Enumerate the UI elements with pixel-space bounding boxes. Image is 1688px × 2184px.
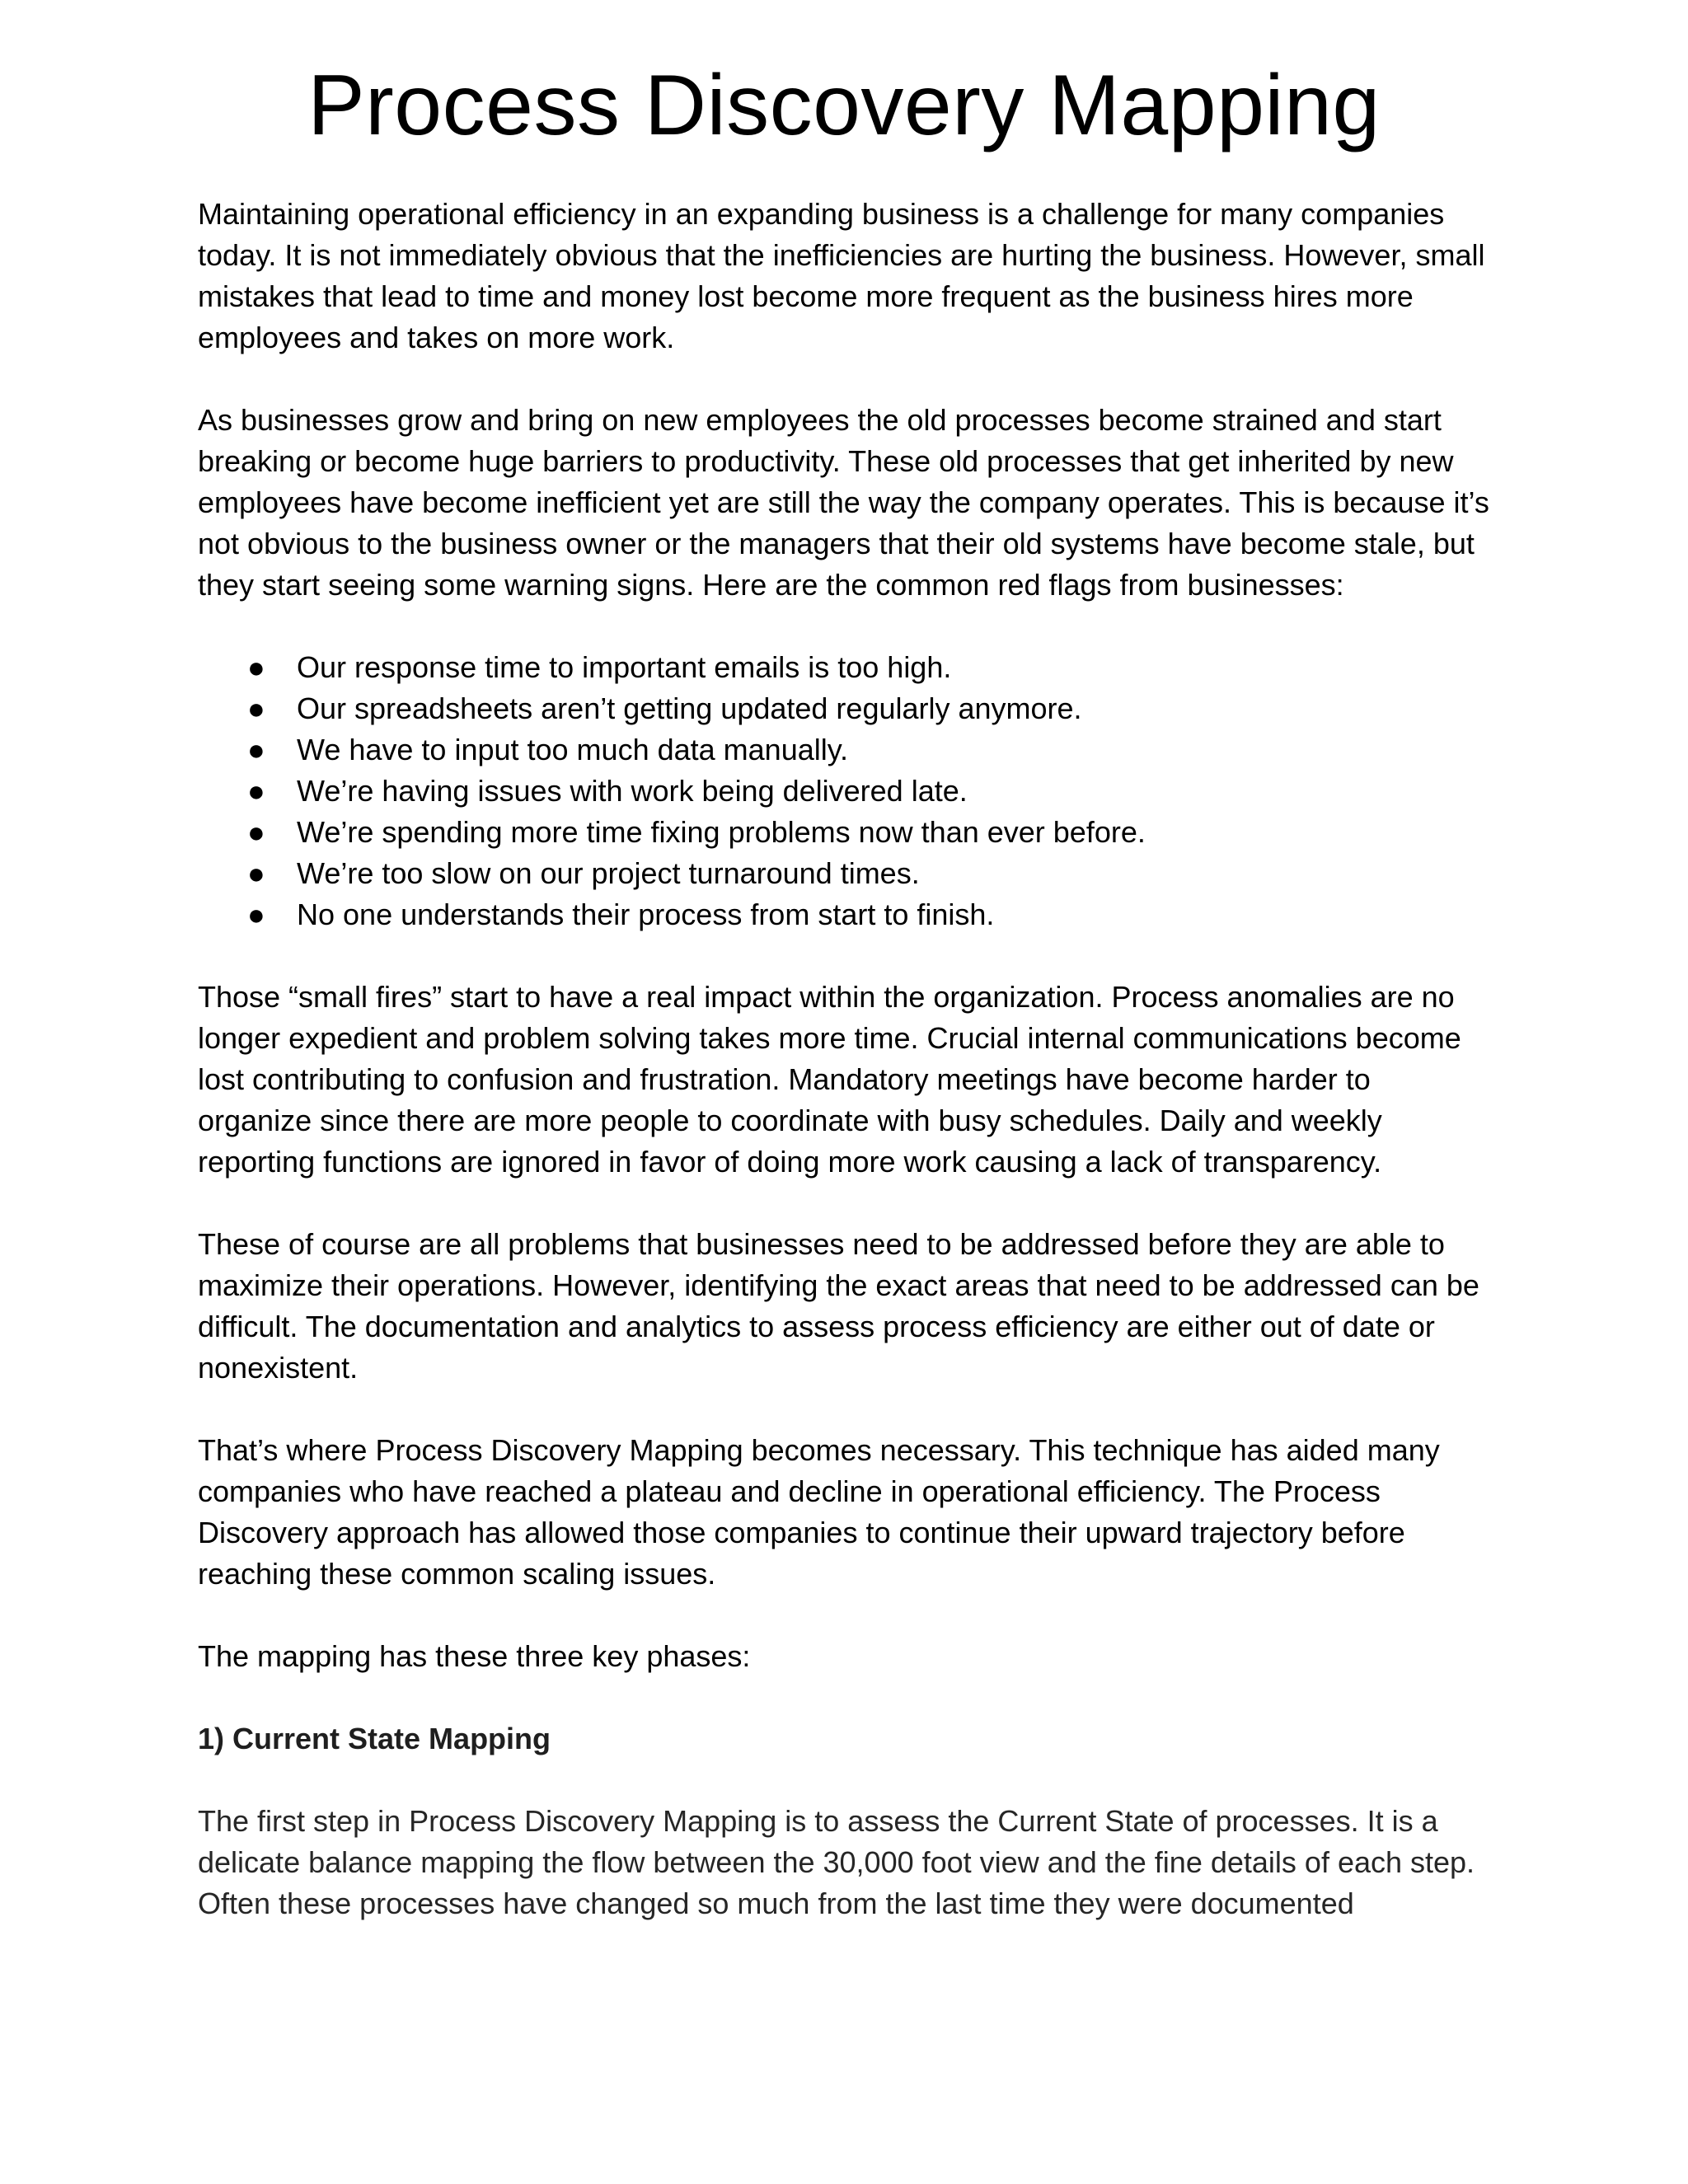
intro-paragraph: Maintaining operational efficiency in an expanding business is a challenge for many companies today. It is not immediately obvious that the inefficiencies are hurting the business. However, small mistakes that lead to time and money lost become more frequent as the business hires more employees and takes on more work. [198,197,1485,354]
document-body [198,194,1490,1966]
list-item-text: We’re too slow on our project turnaround times. [297,856,920,890]
list-item [247,894,1490,935]
bullet-icon: ● [247,650,265,684]
process-discovery-paragraph: That’s where Process Discovery Mapping becomes necessary. This technique has aided many companies who have reached a plateau and decline in operational efficiency. The Process Discovery approach has allowed those companies to continue their upward trajectory before reaching these common scaling issues. [198,1433,1440,1591]
list-item [247,771,1490,812]
bullet-icon: ● [247,733,265,766]
growth-paragraph: As businesses grow and bring on new employees the old processes become strained and start breaking or become huge barriers to productivity. These old processes that get inherited by new employees have become inefficient yet are still the way the company operates. This is because it’s not obvious to the business owner or the managers that their old systems have become stale, but they start seeing some warning signs. Here are the common red flags from businesses: [198,403,1489,602]
red-flags-list [198,647,1490,935]
list-item-text: We’re spending more time fixing problems now than ever before. [297,815,1146,849]
list-item-text: Our spreadsheets aren’t getting updated regularly anymore. [297,691,1082,725]
list-item-text: We’re having issues with work being delivered late. [297,774,968,808]
phase-1-heading: 1) Current State Mapping [198,1722,551,1755]
phase-1-text: The first step in Process Discovery Mapping is to assess the Current State of processes. It is a delicate balance mapping the flow between the 30,000 foot view and the fine details of each step. Often these processes have changed so much from the last time they were documented [198,1804,1475,1920]
list-item [247,688,1490,729]
list-item-text: We have to input too much data manually. [297,733,849,766]
bullet-icon: ● [247,774,265,808]
list-item-text: No one understands their process from start to finish. [297,898,995,931]
bullet-icon: ● [247,856,265,890]
bullet-icon: ● [247,898,265,931]
list-item-text: Our response time to important emails is too high. [297,650,952,684]
phases-intro-paragraph: The mapping has these three key phases: [198,1639,751,1673]
small-fires-paragraph: Those “small fires” start to have a real impact within the organization. Process anomalies are no longer expedient and problem solving takes more time. Crucial internal communications become lost contributing to confusion and frustration. Mandatory meetings have become harder to organize since there are more people to coordinate with busy schedules. Daily and weekly reporting functions are ignored in favor of doing more work causing a lack of transparency. [198,980,1461,1179]
bullet-icon: ● [247,815,265,849]
bullet-icon: ● [247,691,265,725]
list-item [247,812,1490,853]
list-item [247,647,1490,688]
list-item [247,853,1490,894]
list-item [247,729,1490,771]
document-title: Process Discovery Mapping [307,58,1381,153]
problems-paragraph: These of course are all problems that businesses need to be addressed before they are able to maximize their operations. However, identifying the exact areas that need to be addressed can be difficult. The documentation and analytics to assess process efficiency are either out of date or nonexistent. [198,1227,1479,1385]
